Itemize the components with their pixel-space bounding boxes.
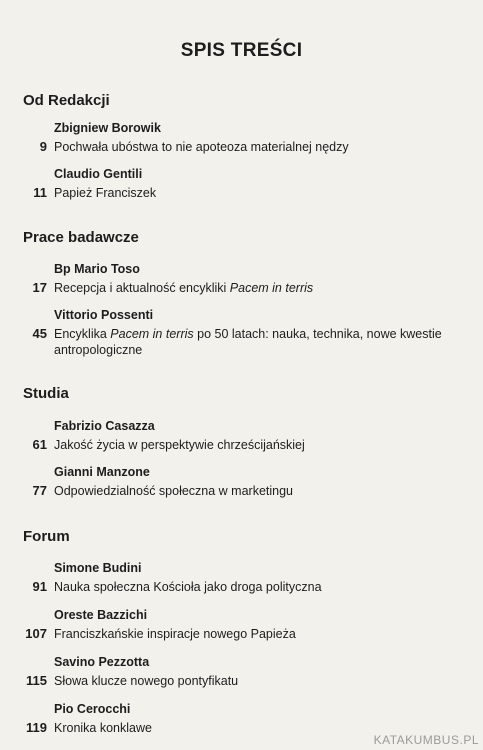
entry-title-text: Encyklika bbox=[54, 327, 111, 341]
entry-title bbox=[54, 326, 474, 358]
entry-page-number: 11 bbox=[33, 185, 47, 200]
entry-title: Pochwała ubóstwa to nie apoteoza materialnej nędzy bbox=[54, 140, 349, 154]
entry-title: Nauka społeczna Kościoła jako droga polityczna bbox=[54, 580, 322, 594]
entry-page-number: 77 bbox=[32, 483, 47, 498]
entry-page-number: 119 bbox=[26, 720, 47, 735]
entry-author: Savino Pezzotta bbox=[54, 655, 150, 669]
section-heading-forum: Forum bbox=[23, 528, 70, 545]
section-heading-od-redakcji: Od Redakcji bbox=[23, 92, 110, 109]
entry-title-italic: Pacem in terris bbox=[229, 281, 314, 295]
watermark: KATAKUMBUS.PL bbox=[373, 733, 479, 747]
entry-title bbox=[54, 280, 474, 296]
entry-title-text: Recepcja i aktualność encykliki bbox=[54, 281, 230, 295]
entry-title: Odpowiedzialność społeczna w marketingu bbox=[54, 484, 294, 498]
entry-author: Claudio Gentili bbox=[54, 167, 143, 181]
entry-title-text: po 50 latach: nauka, technika, nowe kwestie antropologiczne bbox=[54, 327, 442, 357]
entry-page-number: 61 bbox=[32, 437, 47, 452]
entry-title: Franciszkańskie inspiracje nowego Papieża bbox=[54, 627, 296, 641]
entry-author: Simone Budini bbox=[54, 561, 142, 575]
section-heading-prace-badawcze: Prace badawcze bbox=[23, 229, 139, 246]
entry-title: Kronika konklawe bbox=[54, 721, 152, 735]
entry-author: Oreste Bazzichi bbox=[54, 608, 148, 622]
entry-page-number: 115 bbox=[26, 673, 47, 688]
entry-author: Fabrizio Casazza bbox=[54, 419, 155, 433]
entry-author: Gianni Manzone bbox=[54, 465, 150, 479]
section-heading-studia: Studia bbox=[23, 385, 69, 402]
entry-title: Słowa klucze nowego pontyfikatu bbox=[54, 674, 239, 688]
entry-title: Papież Franciszek bbox=[54, 186, 157, 200]
page-title: SPIS TREŚCI bbox=[180, 40, 303, 61]
entry-page-number: 17 bbox=[32, 280, 47, 295]
entry-page-number: 45 bbox=[32, 326, 47, 341]
entry-author: Zbigniew Borowik bbox=[54, 121, 161, 135]
entry-page-number: 9 bbox=[39, 139, 47, 154]
entry-title: Jakość życia w perspektywie chrześcijańskiej bbox=[54, 438, 305, 452]
entry-author: Pio Cerocchi bbox=[54, 702, 131, 716]
entry-author: Bp Mario Toso bbox=[54, 262, 140, 276]
entry-author: Vittorio Possenti bbox=[54, 308, 154, 322]
entry-page-number: 91 bbox=[32, 579, 47, 594]
entry-title-italic: Pacem in terris bbox=[110, 327, 194, 341]
entry-page-number: 107 bbox=[25, 626, 47, 641]
